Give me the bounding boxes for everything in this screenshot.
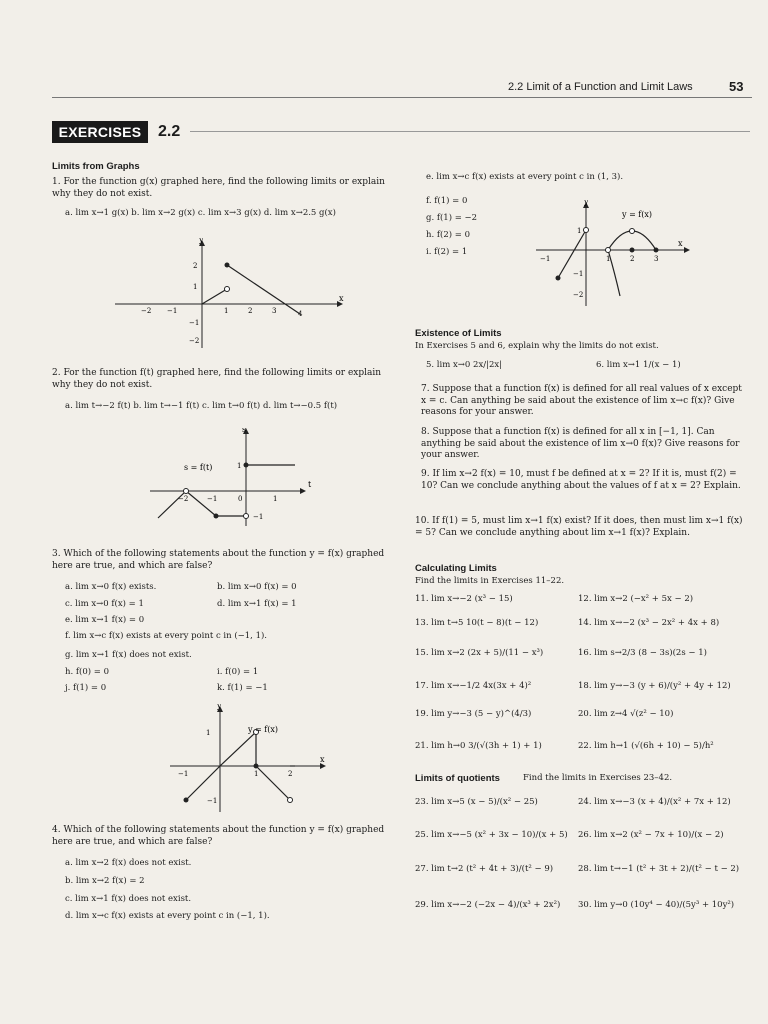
exercise-8: 8. Suppose that a function f(x) is defined for all x in [−1, 1]. Can anything be said about the existence of lim x→0 f(x)? Give reasons for your answer. <box>421 427 740 460</box>
exercise-26: 26. lim x→2 (x² − 7x + 10)/(x − 2) <box>578 830 724 840</box>
exercise-2-text: 2. For the function f(t) graphed here, find the following limits or explain why they do not exist. <box>52 368 382 390</box>
ex3-item-b: b. lim x→0 f(x) = 0 <box>217 582 297 592</box>
exercise-24: 24. lim x→−3 (x + 4)/(x² + 7x + 12) <box>578 797 731 807</box>
exercise-1-text: 1. For the function g(x) graphed here, find the following limits or explain why they do not exist. <box>52 177 385 199</box>
g3-x-label: x <box>320 755 325 764</box>
exercises-number: 2.2 <box>158 123 181 140</box>
svg-text:1: 1 <box>254 770 259 778</box>
graph-ex3 <box>170 704 330 814</box>
svg-text:−2: −2 <box>178 495 189 503</box>
calculating-intro: Find the limits in Exercises 11–22. <box>415 576 565 586</box>
exercise-25: 25. lim x→−5 (x² + 3x − 10)/(x + 5) <box>415 830 568 840</box>
running-header: 2.2 Limit of a Function and Limit Laws <box>508 81 693 93</box>
heading-rule <box>190 131 750 132</box>
exercise-23: 23. lim x→5 (x − 5)/(x² − 25) <box>415 797 538 807</box>
exercise-11: 11. lim x→−2 (x³ − 15) <box>415 594 513 604</box>
exercise-7: 7. Suppose that a function f(x) is defined for all real values of x except x = c. Can anything be said about the existence of lim x→c f(x)? Give reasons for your answer. <box>421 384 742 417</box>
ex3-item-e: e. lim x→1 f(x) = 0 <box>65 615 145 625</box>
quotients-intro: Find the limits in Exercises 23–42. <box>523 773 673 783</box>
svg-text:−1: −1 <box>253 513 264 521</box>
svg-text:1: 1 <box>273 495 278 503</box>
exercise-12: 12. lim x→2 (−x² + 5x − 2) <box>578 594 694 604</box>
g3-func-label: y = f(x) <box>248 725 279 734</box>
right-item-f: f. f(1) = 0 <box>426 196 468 206</box>
svg-text:−2: −2 <box>189 337 200 345</box>
ex3-item-h: h. f(0) = 0 <box>65 667 109 677</box>
ex4-item-a: a. lim x→2 f(x) does not exist. <box>65 858 192 868</box>
g3-y-label: y <box>217 704 222 710</box>
existence-intro: In Exercises 5 and 6, explain why the limits do not exist. <box>415 341 659 351</box>
exercise-18: 18. lim y→−3 (y + 6)/(y² + 4y + 12) <box>578 681 731 691</box>
exercise-19: 19. lim y→−3 (5 − y)^(4/3) <box>415 709 532 719</box>
svg-text:2: 2 <box>193 262 198 270</box>
graph-f-of-t <box>150 428 315 528</box>
svg-text:0: 0 <box>238 495 243 503</box>
exercise-3-text: 3. Which of the following statements about the function y = f(x) graphed here are true, and which are false? <box>52 549 385 571</box>
exercise-2-parts: a. lim t→−2 f(t) b. lim t→−1 f(t) c. lim t→0 f(t) d. lim t→−0.5 f(t) <box>65 401 338 411</box>
section-limits-from-graphs: Limits from Graphs <box>52 161 140 172</box>
exercise-9: 9. If lim x→2 f(x) = 10, must f be defined at x = 2? If it is, must f(2) = 10? Can we conclude anything about the values of f at x = 2? Explain. <box>421 469 741 491</box>
svg-text:4: 4 <box>298 310 303 318</box>
right-item-i: i. f(2) = 1 <box>426 247 468 257</box>
svg-text:−1: −1 <box>167 307 178 315</box>
svg-text:1: 1 <box>206 729 211 737</box>
section-existence: Existence of Limits <box>415 328 502 339</box>
svg-text:3: 3 <box>654 255 659 263</box>
svg-text:2: 2 <box>288 770 293 778</box>
page-number: 53 <box>729 79 744 94</box>
ex3-item-a: a. lim x→0 f(x) exists. <box>65 582 157 592</box>
ex3-item-c: c. lim x→0 f(x) = 1 <box>65 599 144 609</box>
ex3-item-j: j. f(1) = 0 <box>65 683 107 693</box>
exercise-30: 30. lim y→0 (10y⁴ − 40)/(5y³ + 10y²) <box>578 900 735 910</box>
exercise-15: 15. lim x→2 (2x + 5)/(11 − x³) <box>415 648 544 658</box>
exercise-10: 10. If f(1) = 5, must lim x→1 f(x) exist? If it does, then must lim x→1 f(x) = 5? Can we conclude anything about lim x→1 f(x)? Explain. <box>415 516 743 538</box>
svg-text:−1: −1 <box>540 255 551 263</box>
svg-text:2: 2 <box>630 255 635 263</box>
header-rule <box>52 97 752 98</box>
svg-text:2: 2 <box>248 307 253 315</box>
exercise-28: 28. lim t→−1 (t² + 3t + 2)/(t² − t − 2) <box>578 864 740 874</box>
svg-text:−1: −1 <box>189 319 200 327</box>
right-item-e: e. lim x→c f(x) exists at every point c in (1, 3). <box>426 172 624 182</box>
svg-text:1: 1 <box>193 283 198 291</box>
ex3-item-g: g. lim x→1 f(x) does not exist. <box>65 650 192 660</box>
exercise-13: 13. lim t→5 10(t − 8)(t − 12) <box>415 618 539 628</box>
ex4-item-c: c. lim x→1 f(x) does not exist. <box>65 894 192 904</box>
graph-ex4 <box>536 200 694 308</box>
svg-text:−1: −1 <box>178 770 189 778</box>
exercise-20: 20. lim z→4 √(z² − 10) <box>578 709 674 719</box>
graph-g-of-x <box>115 238 345 348</box>
ex3-item-d: d. lim x→1 f(x) = 1 <box>217 599 297 609</box>
exercise-1-parts: a. lim x→1 g(x) b. lim x→2 g(x) c. lim x→3 g(x) d. lim x→2.5 g(x) <box>65 208 336 218</box>
svg-text:−1: −1 <box>207 797 218 805</box>
right-item-h: h. f(2) = 0 <box>426 230 470 240</box>
ex3-item-k: k. f(1) = −1 <box>217 683 268 693</box>
svg-text:−1: −1 <box>573 270 584 278</box>
g2-s-label: s <box>242 428 247 434</box>
section-calculating: Calculating Limits <box>415 563 497 574</box>
exercise-21: 21. lim h→0 3/(√(3h + 1) + 1) <box>415 741 542 751</box>
ex3-item-i: i. f(0) = 1 <box>217 667 259 677</box>
g4-y-label: y <box>584 200 589 206</box>
g4-func-label: y = f(x) <box>622 210 653 219</box>
svg-text:−2: −2 <box>573 291 584 299</box>
svg-text:1: 1 <box>237 462 242 470</box>
exercise-27: 27. lim t→2 (t² + 4t + 3)/(t² − 9) <box>415 864 554 874</box>
ex4-item-b: b. lim x→2 f(x) = 2 <box>65 876 145 886</box>
exercise-14: 14. lim x→−2 (x³ − 2x² + 4x + 8) <box>578 618 720 628</box>
g2-t-label: t <box>308 480 312 489</box>
exercise-16: 16. lim s→2/3 (8 − 3s)(2s − 1) <box>578 648 707 658</box>
svg-text:1: 1 <box>606 255 611 263</box>
svg-text:−1: −1 <box>207 495 218 503</box>
svg-text:−2: −2 <box>141 307 152 315</box>
g2-func-label: s = f(t) <box>184 463 213 472</box>
exercise-4-text: 4. Which of the following statements about the function y = f(x) graphed here are true, and which are false? <box>52 825 385 847</box>
g1-y-label: y <box>199 238 204 244</box>
g4-x-label: x <box>678 239 683 248</box>
exercise-5: 5. lim x→0 2x/|2x| <box>426 360 503 370</box>
svg-text:1: 1 <box>224 307 229 315</box>
ex4-item-d: d. lim x→c f(x) exists at every point c in (−1, 1). <box>65 911 270 921</box>
svg-text:1: 1 <box>577 227 582 235</box>
section-quotients: Limits of quotients <box>415 773 500 784</box>
right-item-g: g. f(1) = −2 <box>426 213 478 223</box>
exercise-29: 29. lim x→−2 (−2x − 4)/(x³ + 2x²) <box>415 900 561 910</box>
exercise-17: 17. lim x→−1/2 4x(3x + 4)² <box>415 681 532 691</box>
svg-text:3: 3 <box>272 307 277 315</box>
exercise-6: 6. lim x→1 1/(x − 1) <box>596 360 681 370</box>
ex3-item-f: f. lim x→c f(x) exists at every point c in (−1, 1). <box>65 631 267 641</box>
g1-x-label: x <box>339 294 344 303</box>
exercises-badge: EXERCISES <box>52 121 148 143</box>
exercise-22: 22. lim h→1 (√(6h + 10) − 5)/h² <box>578 741 714 751</box>
